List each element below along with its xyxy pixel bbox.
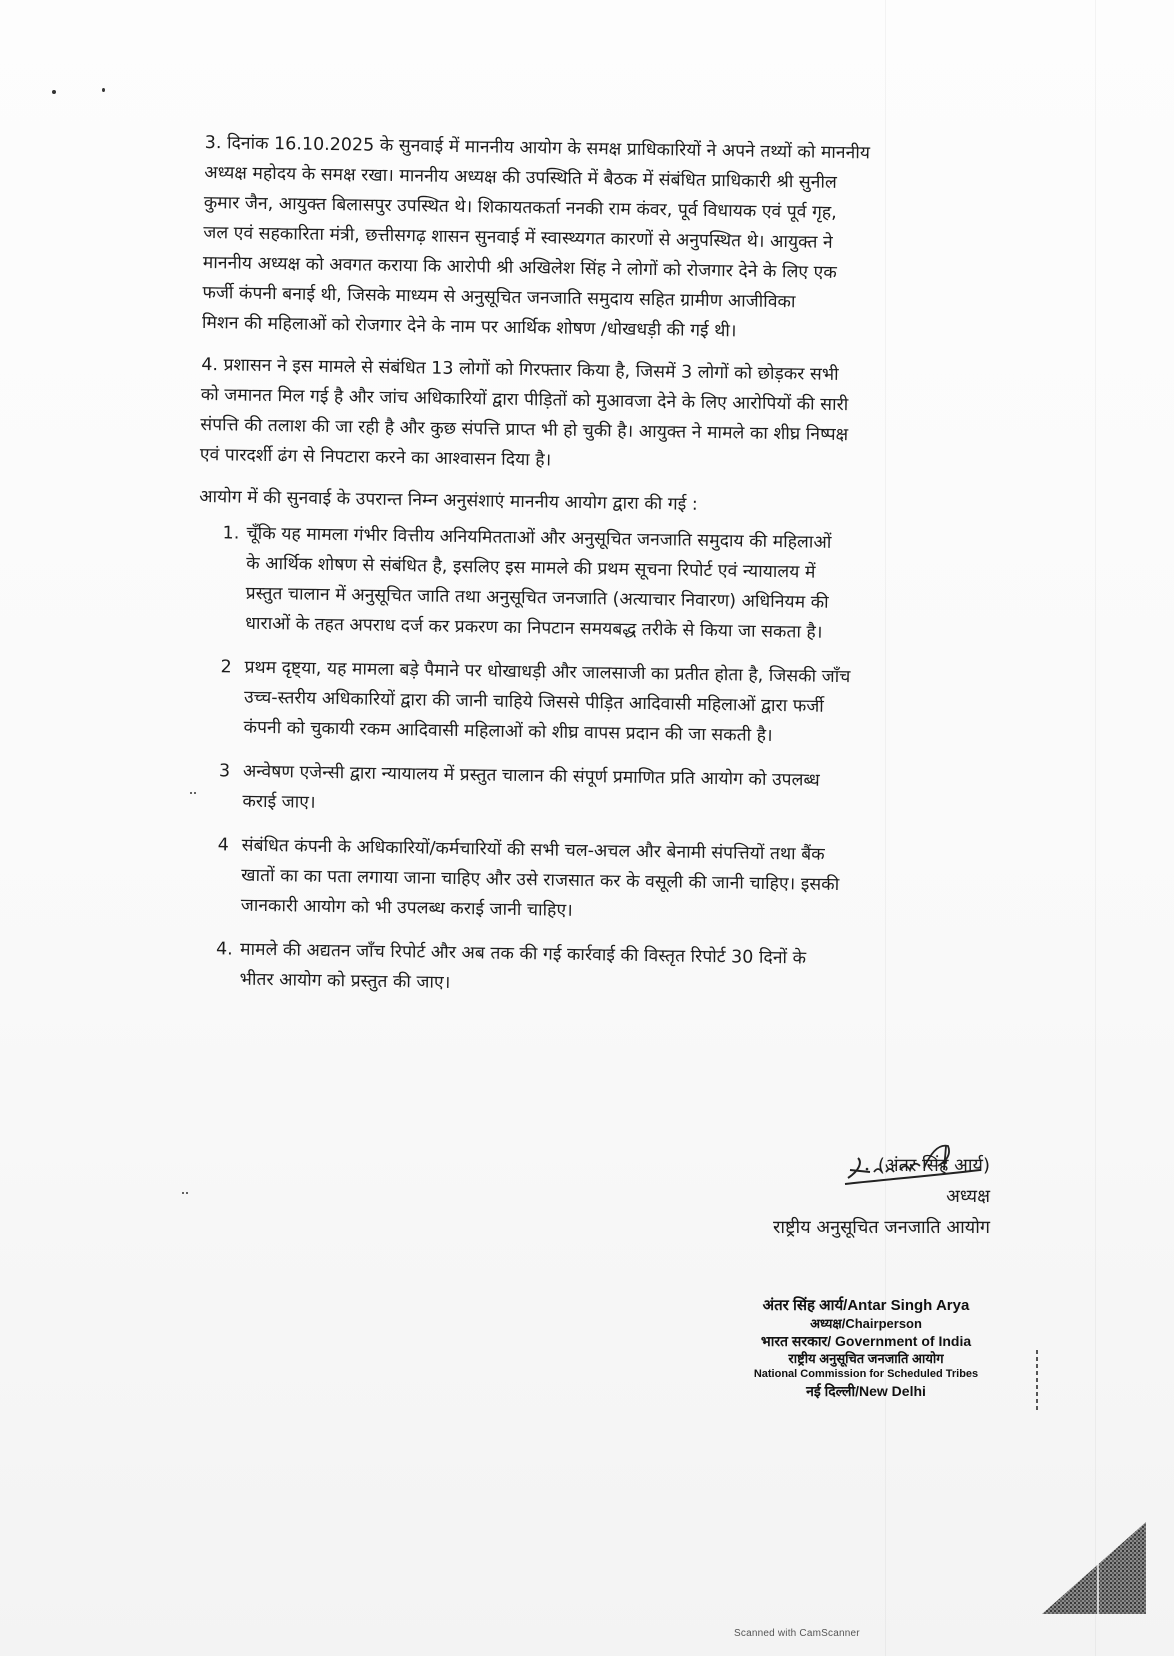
letter-body — [191, 128, 1035, 1021]
paragraph-4 — [200, 350, 1032, 483]
stamp-location: नई दिल्ली/New Delhi — [806, 1383, 926, 1399]
text-line: कंपनी को चुकायी रकम आदिवासी महिलाओं को शीघ्र वापस प्रदान की जा सकती है। — [243, 717, 773, 746]
text-line: फर्जी कंपनी बनाई थी, जिसके माध्यम से अनुसूचित जनजाति समुदाय सहित ग्रामीण आजीविका — [202, 282, 796, 313]
text-line: के आर्थिक शोषण से संबंधित है, इसलिए इस मामले की प्रथम सूचना रिपोर्ट एवं न्यायालय में — [246, 553, 816, 583]
stamp-name: अंतर सिंह आर्य/Antar Singh Arya — [762, 1297, 970, 1314]
signatory-designation: अध्यक्ष — [946, 1186, 990, 1207]
scanner-watermark: Scanned with CamScanner — [734, 1628, 860, 1639]
text-line: उच्च-स्तरीय अधिकारियों द्वारा की जानी चाहिये जिससे पीड़ित आदिवासी महिलाओं द्वारा फर्जी — [243, 687, 824, 717]
text-line: खातों का का पता लगाया जाना चाहिए और उसे राजसात कर के वसूली की जानी चाहिए। इसकी — [241, 865, 840, 896]
text-line: प्रथम दृष्ट्या, यह मामला बड़े पैमाने पर धोखाधड़ी और जालसाजी का प्रतीत होता है, जिसकी जाँच — [244, 657, 851, 688]
text-line: कुमार जैन, आयुक्त बिलासपुर उपस्थित थे। शिकायतकर्ता ननकी राम कंवर, पूर्व विधायक एवं पूर्व गृह, — [203, 192, 837, 223]
text-line: भीतर आयोग को प्रस्तुत की जाए। — [239, 969, 451, 993]
stamp-designation: अध्यक्ष/Chairperson — [810, 1316, 922, 1331]
scan-speck — [52, 90, 56, 94]
text-line: अन्वेषण एजेन्सी द्वारा न्यायालय में प्रस्तुत चालान की संपूर्ण प्रमाणित प्रति आयोग को उपलब्ध — [242, 761, 820, 791]
item-number: 4. — [215, 939, 233, 960]
text-line: माननीय अध्यक्ष को अवगत कराया कि आरोपी श्री अखिलेश सिंह ने लोगों को रोजगार देने के लिए एक — [202, 252, 837, 283]
scan-speck — [182, 1192, 184, 1194]
signatory-block — [660, 1150, 990, 1243]
recommendation-item — [193, 830, 1024, 933]
official-stamp — [732, 1296, 1000, 1400]
text-line: धाराओं के तहत अपराध दर्ज कर प्रकरण का निपटान समयबद्ध तरीके से किया जा सकता है। — [245, 613, 823, 643]
item-number: 4 — [217, 835, 230, 856]
item-number: 3 — [218, 761, 231, 782]
recommendation-item — [197, 518, 1029, 651]
scan-edge-mark — [1036, 1350, 1038, 1412]
stamp-government: भारत सरकार/ Government of India — [760, 1333, 972, 1349]
recommendation-item — [194, 756, 1025, 829]
recommendation-item — [191, 934, 1022, 1007]
paragraph-3 — [202, 128, 1035, 351]
recommendation-item — [195, 652, 1026, 755]
item-number: 1. — [222, 523, 240, 544]
text-line: कराई जाए। — [242, 791, 316, 813]
scan-speck — [190, 792, 192, 794]
scan-speck — [186, 1192, 188, 1194]
text-line: को जमानत मिल गई है और जांच अधिकारियों द्वारा पीड़ितों को मुआवजा देने के लिए आरोपियों की सारी — [200, 384, 849, 416]
text-line: संबंधित कंपनी के अधिकारियों/कर्मचारियों की सभी चल-अचल और बेनामी संपत्तियों तथा बैंक — [241, 835, 825, 865]
signatory-name: (अंतर सिंह आर्य) — [877, 1155, 990, 1176]
item-number: 2 — [220, 657, 232, 678]
signatory-organization: राष्ट्रीय अनुसूचित जनजाति आयोग — [773, 1217, 990, 1238]
text-line: मामले की अद्यतन जाँच रिपोर्ट और अब तक की गई कार्रवाई की विस्तृत रिपोर्ट 30 दिनों के — [239, 939, 807, 969]
text-line: मिशन की महिलाओं को रोजगार देने के नाम पर आर्थिक शोषण /धोखधड़ी की गई थी। — [201, 312, 737, 342]
text-line: चूँकि यह मामला गंभीर वित्तीय अनियमितताओं और अनुसूचित जनजाति समुदाय की महिलाओं — [246, 523, 832, 553]
text-line: संपत्ति की तलाश की जा रही है और कुछ संपत्ति प्राप्त भी हो चुकी है। आयुक्त ने मामले का शीघ्र निष्पक्ष — [200, 414, 849, 446]
scan-seam — [1095, 0, 1096, 1656]
text-line: एवं पारदर्शी ढंग से निपटारा करने का आश्वासन दिया है। — [199, 444, 552, 471]
recommendations-intro: आयोग में की सुनवाई के उपरान्त निम्न अनुसंशाएं माननीय आयोग द्वारा की गई : — [199, 486, 698, 515]
text-line: अध्यक्ष महोदय के समक्ष रखा। माननीय अध्यक्ष की उपस्थिति में बैठक में संबंधित प्राधिकारी श्री सुनील — [204, 162, 837, 193]
text-line: जानकारी आयोग को भी उपलब्ध कराई जानी चाहिए। — [240, 895, 573, 921]
text-line: जल एवं सहकारिता मंत्री, छत्तीसगढ़ शासन सुनवाई में स्वास्थ्यगत कारणों से अनुपस्थित थे। आयुक्त ने — [203, 222, 833, 253]
scan-speck — [102, 88, 105, 92]
camscanner-corner-icon — [1042, 1522, 1146, 1622]
stamp-commission-english: National Commission for Scheduled Tribes — [753, 1368, 979, 1380]
stamp-commission-hindi: राष्ट्रीय अनुसूचित जनजाति आयोग — [788, 1351, 944, 1366]
text-line: 4. प्रशासन ने इस मामले से संबंधित 13 लोगों को गिरफ्तार किया है, जिसमें 3 लोगों को छोड़कर सभी — [201, 354, 839, 385]
text-line: प्रस्तुत चालान में अनुसूचित जाति तथा अनुसूचित जनजाति (अत्याचार निवारण) अधिनियम की — [245, 583, 829, 613]
text-line: 3. दिनांक 16.10.2025 के सुनवाई में माननीय आयोग के समक्ष प्राधिकारियों ने अपने तथ्यों को माननीय — [204, 132, 871, 164]
recommendations-list — [191, 518, 1028, 1007]
